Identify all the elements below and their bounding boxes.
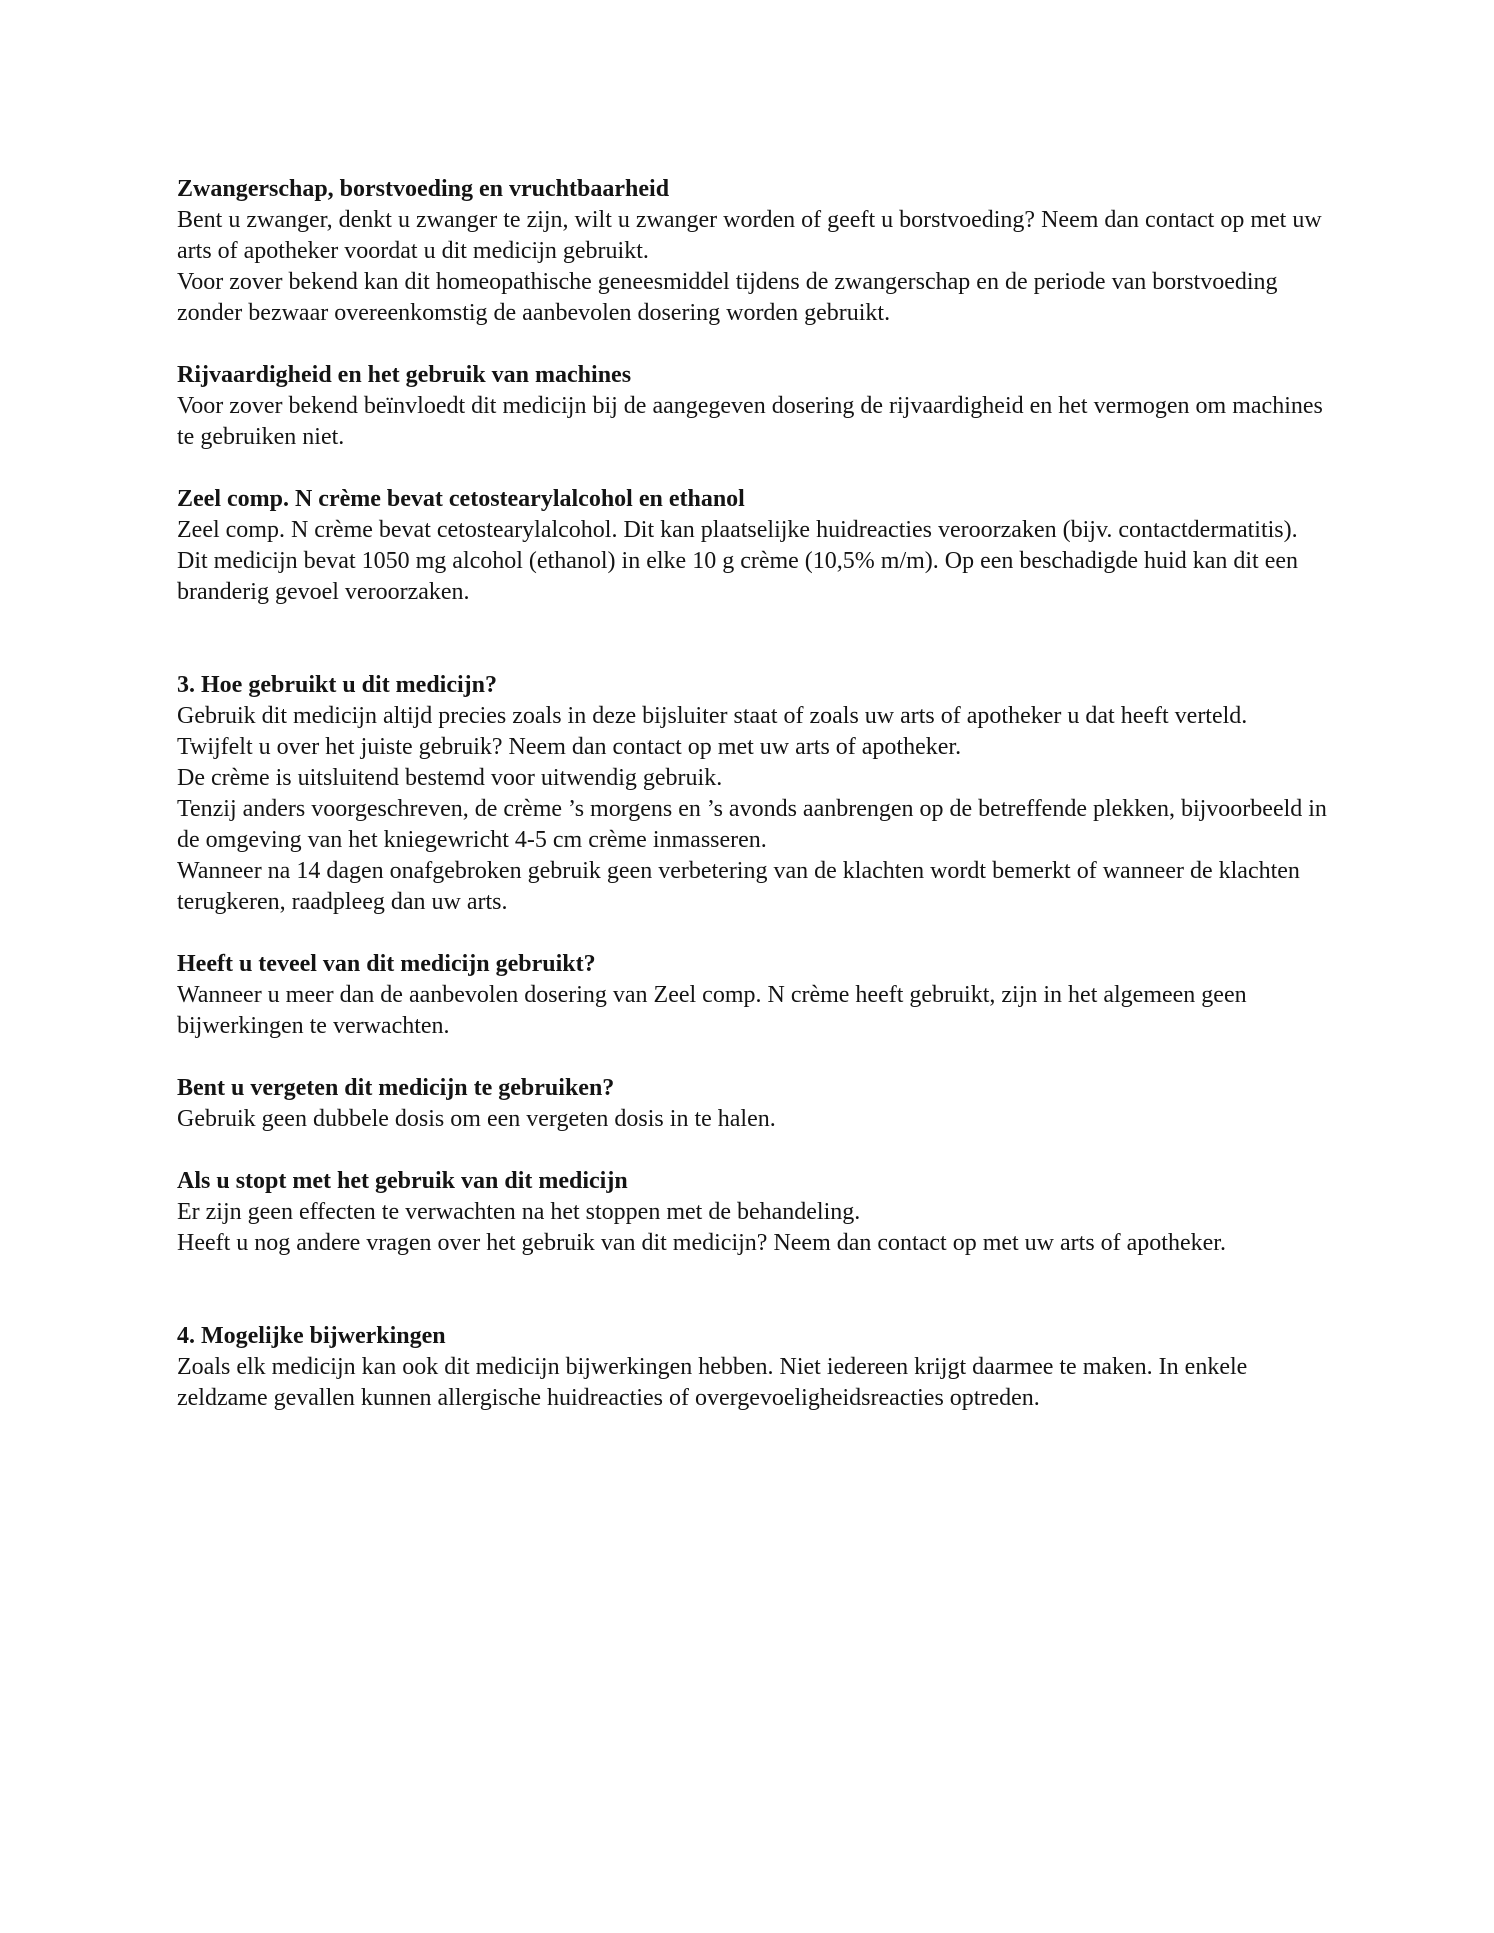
section-usage xyxy=(177,670,1327,918)
section-driving xyxy=(177,360,1327,453)
section-side-effects xyxy=(177,1321,1327,1414)
paragraph: Heeft u nog andere vragen over het gebruik van dit medicijn? Neem dan contact op met uw arts of apotheker. xyxy=(177,1230,1226,1256)
paragraph: Gebruik geen dubbele dosis om een vergeten dosis in te halen. xyxy=(177,1106,776,1132)
section-forgotten xyxy=(177,1073,1327,1135)
paragraph: Zoals elk medicijn kan ook dit medicijn bijwerkingen hebben. Niet iedereen krijgt daarmee te maken. In enkele zeldzame gevallen kunnen allergische huidreacties of overgevoeligheidsreacties optreden. xyxy=(177,1354,1248,1411)
paragraph: Voor zover bekend beïnvloedt dit medicijn bij de aangegeven dosering de rijvaardigheid en het vermogen om machines te gebruiken niet. xyxy=(177,393,1323,450)
paragraph: Tenzij anders voorgeschreven, de crème ’s morgens en ’s avonds aanbrengen op de betreffende plekken, bijvoorbeeld in de omgeving van het kniegewricht 4-5 cm crème inmasseren. xyxy=(177,796,1327,853)
section-heading: Zeel comp. N crème bevat cetostearylalcohol en ethanol xyxy=(177,486,745,512)
paragraph: Wanneer u meer dan de aanbevolen dosering van Zeel comp. N crème heeft gebruikt, zijn in het algemeen geen bijwerkingen te verwachten. xyxy=(177,982,1247,1039)
section-heading: Heeft u teveel van dit medicijn gebruikt? xyxy=(177,951,596,977)
paragraph: Wanneer na 14 dagen onafgebroken gebruik geen verbetering van de klachten wordt bemerkt of wanneer de klachten terugkeren, raadpleeg dan uw arts. xyxy=(177,858,1300,915)
section-heading: Rijvaardigheid en het gebruik van machines xyxy=(177,362,632,388)
paragraph: Voor zover bekend kan dit homeopathische geneesmiddel tijdens de zwangerschap en de periode van borstvoeding zonder bezwaar overeenkomstig de aanbevolen dosering worden gebruikt. xyxy=(177,269,1278,326)
section-heading: Bent u vergeten dit medicijn te gebruiken? xyxy=(177,1075,615,1101)
document-page xyxy=(177,174,1327,1414)
paragraph: Dit medicijn bevat 1050 mg alcohol (ethanol) in elke 10 g crème (10,5% m/m). Op een beschadigde huid kan dit een branderig gevoel veroorzaken. xyxy=(177,548,1299,605)
section-heading: Zwangerschap, borstvoeding en vruchtbaarheid xyxy=(177,176,670,202)
paragraph: Bent u zwanger, denkt u zwanger te zijn, wilt u zwanger worden of geeft u borstvoeding? Neem dan contact op met uw arts of apotheker voordat u dit medicijn gebruikt. xyxy=(177,207,1322,264)
chapter-heading: 3. Hoe gebruikt u dit medicijn? xyxy=(177,672,498,698)
chapter-heading: 4. Mogelijke bijwerkingen xyxy=(177,1323,446,1349)
section-contains xyxy=(177,484,1327,608)
section-overdose xyxy=(177,949,1327,1042)
section-stopping xyxy=(177,1166,1327,1259)
paragraph: Er zijn geen effecten te verwachten na het stoppen met de behandeling. xyxy=(177,1199,861,1225)
section-pregnancy xyxy=(177,174,1327,329)
section-heading: Als u stopt met het gebruik van dit medicijn xyxy=(177,1168,628,1194)
paragraph: Gebruik dit medicijn altijd precies zoals in deze bijsluiter staat of zoals uw arts of apotheker u dat heeft verteld. Twijfelt u over het juiste gebruik? Neem dan contact op met uw arts of apotheker. xyxy=(177,703,1248,760)
paragraph: Zeel comp. N crème bevat cetostearylalcohol. Dit kan plaatselijke huidreacties veroorzaken (bijv. contactdermatitis). xyxy=(177,517,1298,543)
paragraph: De crème is uitsluitend bestemd voor uitwendig gebruik. xyxy=(177,765,723,791)
